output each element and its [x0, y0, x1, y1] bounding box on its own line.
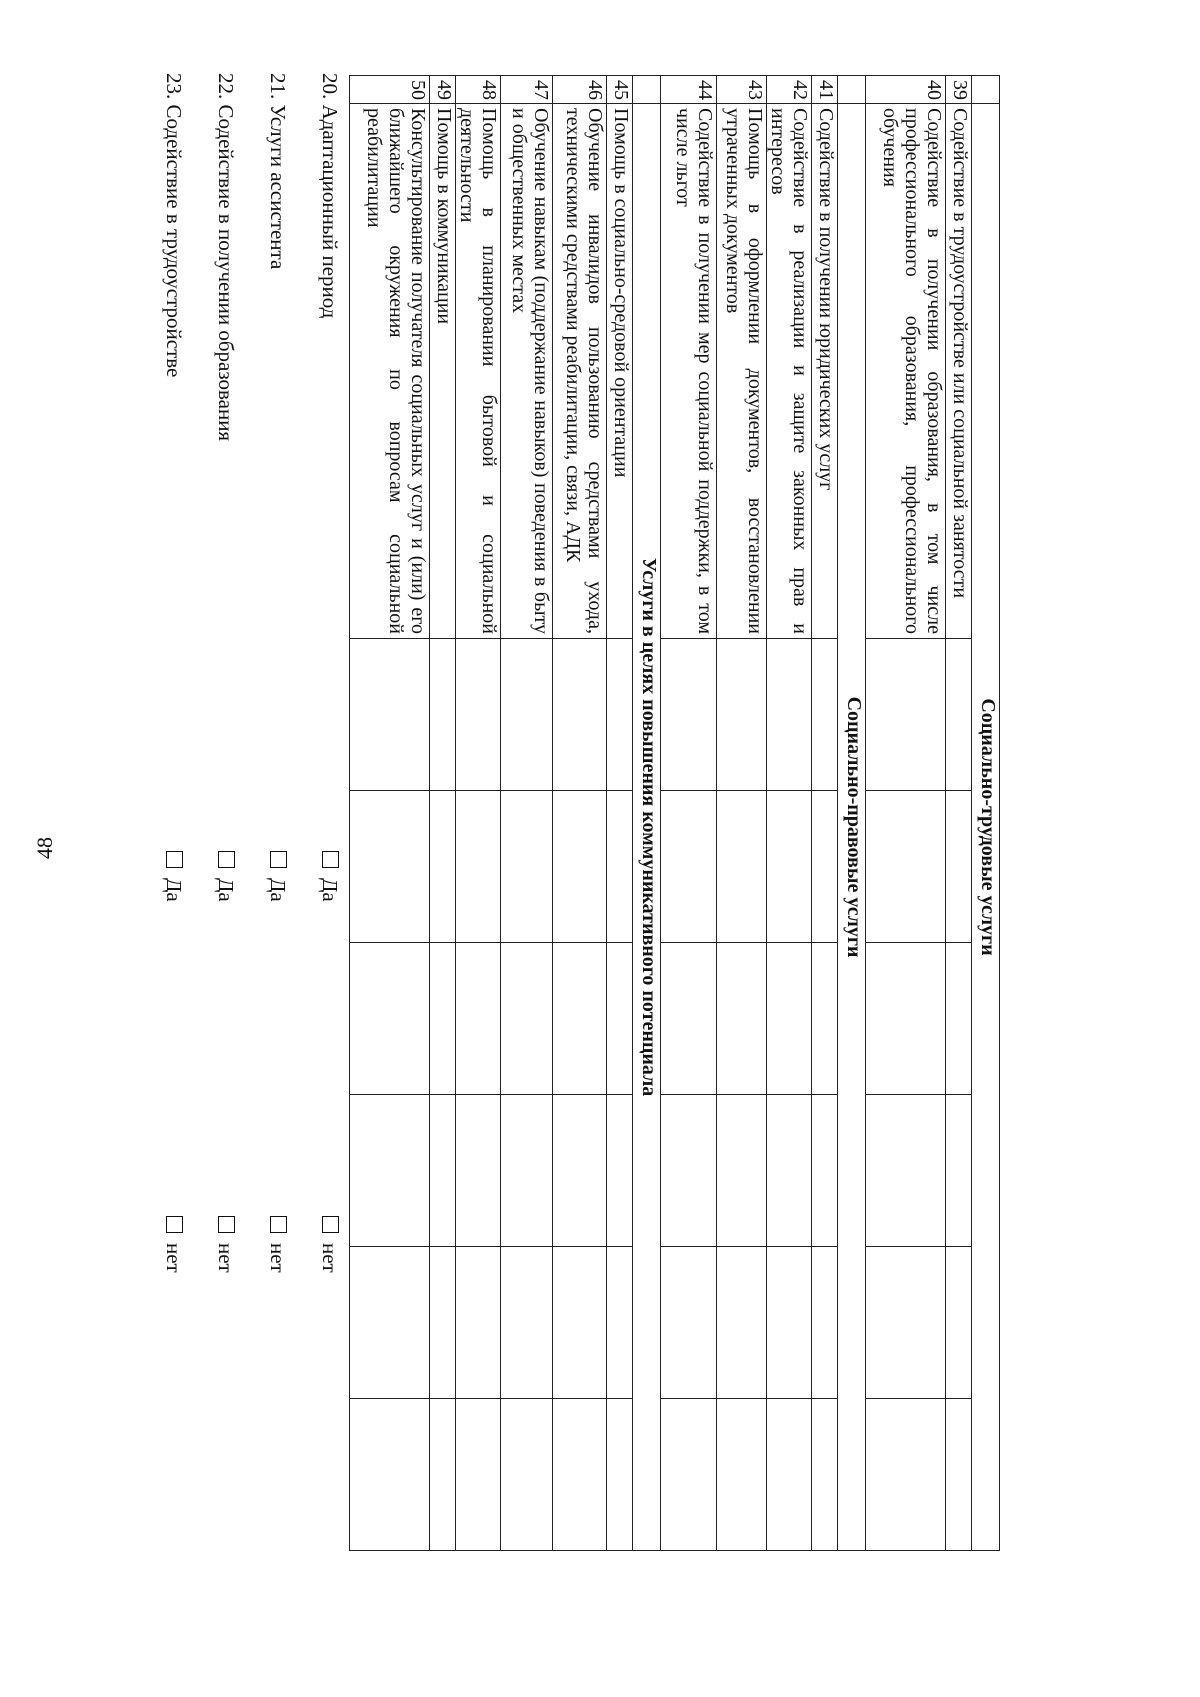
blank-cell: [946, 791, 972, 943]
blank-cell: [812, 1247, 838, 1399]
blank-cell: [717, 1399, 767, 1551]
blank-cell: [456, 1095, 501, 1247]
table-row: [607, 76, 633, 1551]
blank-cell: [717, 1247, 767, 1399]
blank-cell: [607, 791, 633, 943]
option-label: 21. Услуги ассистента: [266, 73, 290, 270]
table-row: [866, 76, 946, 1551]
blank-cell: [946, 943, 972, 1095]
yes-checkbox[interactable]: [322, 851, 339, 868]
blank-cell: [812, 943, 838, 1095]
yes-label: Да: [214, 878, 238, 902]
blank-cell: [501, 1247, 553, 1399]
table-row: [767, 76, 812, 1551]
option-label: 20. Адаптационный период: [318, 73, 342, 319]
blank-cell: [430, 1095, 456, 1247]
service-name: Обучение инвалидов пользованию средствами ухода, техническими средствами реабилитации, связи, АДК: [553, 104, 607, 639]
blank-cell: [866, 639, 946, 791]
blank-cell: [812, 1399, 838, 1551]
service-name: Содействие в получении мер социальной поддержки, в том числе льгот: [661, 104, 717, 639]
row-number: 43: [717, 76, 767, 104]
blank-cell: [456, 943, 501, 1095]
service-name: Помощь в планировании бытовой и социальной деятельности: [456, 104, 501, 639]
blank-cell: [350, 943, 430, 1095]
blank-cell: [767, 1247, 812, 1399]
blank-cell: [553, 791, 607, 943]
no-option[interactable]: [213, 1216, 238, 1273]
blank-cell: [866, 791, 946, 943]
blank-cell: [866, 1095, 946, 1247]
blank-cell: [501, 943, 553, 1095]
blank-cell: [767, 1399, 812, 1551]
service-name: Содействие в получении юридических услуг: [812, 104, 838, 639]
row-number: 50: [350, 76, 430, 104]
blank-cell: [717, 639, 767, 791]
blank-cell: [717, 791, 767, 943]
service-name: Содействие в реализации и защите законных прав и интересов: [767, 104, 812, 639]
blank-cell: [553, 1247, 607, 1399]
blank-cell: [767, 791, 812, 943]
blank-cell: [501, 639, 553, 791]
yes-label: Да: [318, 878, 342, 902]
row-number: 46: [553, 76, 607, 104]
blank-cell: [350, 791, 430, 943]
blank-cell: [553, 1095, 607, 1247]
no-checkbox[interactable]: [322, 1216, 339, 1233]
blank-cell: [553, 639, 607, 791]
blank-cell: [501, 791, 553, 943]
service-name: Помощь в коммуникации: [430, 104, 456, 639]
blank-cell: [717, 1095, 767, 1247]
blank-cell: [430, 639, 456, 791]
row-number: 40: [866, 76, 946, 104]
row-number: 45: [607, 76, 633, 104]
no-option[interactable]: [265, 1216, 290, 1273]
row-number: 41: [812, 76, 838, 104]
blank-cell: [812, 639, 838, 791]
blank-cell: [767, 1095, 812, 1247]
blank-cell: [430, 943, 456, 1095]
blank-cell: [607, 1399, 633, 1551]
row-number: 48: [456, 76, 501, 104]
blank-cell: [430, 1247, 456, 1399]
section-title-social-labor: Социально-трудовые услуги: [972, 104, 1000, 1551]
rotated-page-content: [50, 25, 1150, 1675]
blank-cell: [767, 943, 812, 1095]
section-title-communicative: Услуги в целях повышения коммуникативного потенциала: [633, 104, 661, 1551]
blank-cell: [456, 791, 501, 943]
service-name: Содействие в трудоустройстве или социальной занятости: [946, 104, 972, 639]
blank-cell: [661, 791, 717, 943]
section-title-social-legal: Социально-правовые услуги: [838, 104, 866, 1551]
blank-cell: [946, 1095, 972, 1247]
service-name: Обучение навыкам (поддержание навыков) поведения в быту и общественных местах: [501, 104, 553, 639]
blank-cell: [661, 1247, 717, 1399]
blank-cell: [767, 639, 812, 791]
no-checkbox[interactable]: [218, 1216, 235, 1233]
blank-cell: [812, 1095, 838, 1247]
blank-cell: [430, 1399, 456, 1551]
blank-cell: [812, 791, 838, 943]
table-row: [456, 76, 501, 1551]
blank-cell: [350, 1247, 430, 1399]
no-label: нет: [266, 1243, 290, 1273]
row-number: 44: [661, 76, 717, 104]
blank-cell: [866, 943, 946, 1095]
table-row: [501, 76, 553, 1551]
yes-label: Да: [162, 878, 186, 902]
table-row: [430, 76, 456, 1551]
service-name: Помощь в оформлении документов, восстановлении утраченных документов: [717, 104, 767, 639]
yes-option[interactable]: [161, 851, 186, 902]
table-row: [553, 76, 607, 1551]
yes-option[interactable]: [317, 851, 342, 902]
blank-cell: [350, 1399, 430, 1551]
section-header-row: [972, 76, 1000, 1551]
blank-cell: [946, 1247, 972, 1399]
blank-cell: [866, 1247, 946, 1399]
no-label: нет: [162, 1243, 186, 1273]
yes-checkbox[interactable]: [270, 851, 287, 868]
blank-cell: [607, 639, 633, 791]
blank-cell: [501, 1095, 553, 1247]
blank-cell: [456, 1399, 501, 1551]
blank-cell: [946, 1399, 972, 1551]
blank-cell: [946, 639, 972, 791]
row-number: 47: [501, 76, 553, 104]
no-label: нет: [214, 1243, 238, 1273]
option-label: 23. Содействие в трудоустройстве: [162, 73, 186, 378]
blank-cell: [661, 1399, 717, 1551]
table-row: [350, 76, 430, 1551]
row-number: 42: [767, 76, 812, 104]
yes-checkbox[interactable]: [218, 851, 235, 868]
blank-cell: [456, 639, 501, 791]
blank-cell: [350, 1095, 430, 1247]
blank-cell: [661, 639, 717, 791]
section-header-row: [838, 76, 866, 1551]
no-checkbox[interactable]: [270, 1216, 287, 1233]
services-table: [349, 75, 1000, 1551]
blank-cell: [661, 943, 717, 1095]
blank-cell: [501, 1399, 553, 1551]
page-number: 48: [32, 837, 57, 859]
no-option[interactable]: [317, 1216, 342, 1273]
blank-cell: [553, 1399, 607, 1551]
no-label: нет: [318, 1243, 342, 1273]
blank-cell: [607, 943, 633, 1095]
table-row: [661, 76, 717, 1551]
row-number: 49: [430, 76, 456, 104]
blank-cell: [607, 1247, 633, 1399]
blank-cell: [866, 1399, 946, 1551]
service-name: Содействие в получении образования, в том числе профессионального образования, профессионального обучения: [866, 104, 946, 639]
section-header-row: [633, 76, 661, 1551]
table-row: [812, 76, 838, 1551]
blank-cell: [661, 1095, 717, 1247]
no-checkbox[interactable]: [166, 1216, 183, 1233]
yes-label: Да: [266, 878, 290, 902]
no-option[interactable]: [161, 1216, 186, 1273]
row-number: 39: [946, 76, 972, 104]
option-label: 22. Содействие в получении образования: [214, 73, 238, 442]
blank-cell: [456, 1247, 501, 1399]
table-row: [717, 76, 767, 1551]
service-name: Помощь в социально-средовой ориентации: [607, 104, 633, 639]
yes-option[interactable]: [213, 851, 238, 902]
yes-checkbox[interactable]: [166, 851, 183, 868]
blank-cell: [350, 639, 430, 791]
yes-option[interactable]: [265, 851, 290, 902]
blank-cell: [430, 791, 456, 943]
blank-cell: [717, 943, 767, 1095]
table-row: [946, 76, 972, 1551]
blank-cell: [553, 943, 607, 1095]
service-name: Консультирование получателя социальных услуг и (или) его ближайшего окружения по вопросам социальной реабилитации: [350, 104, 430, 639]
blank-cell: [607, 1095, 633, 1247]
